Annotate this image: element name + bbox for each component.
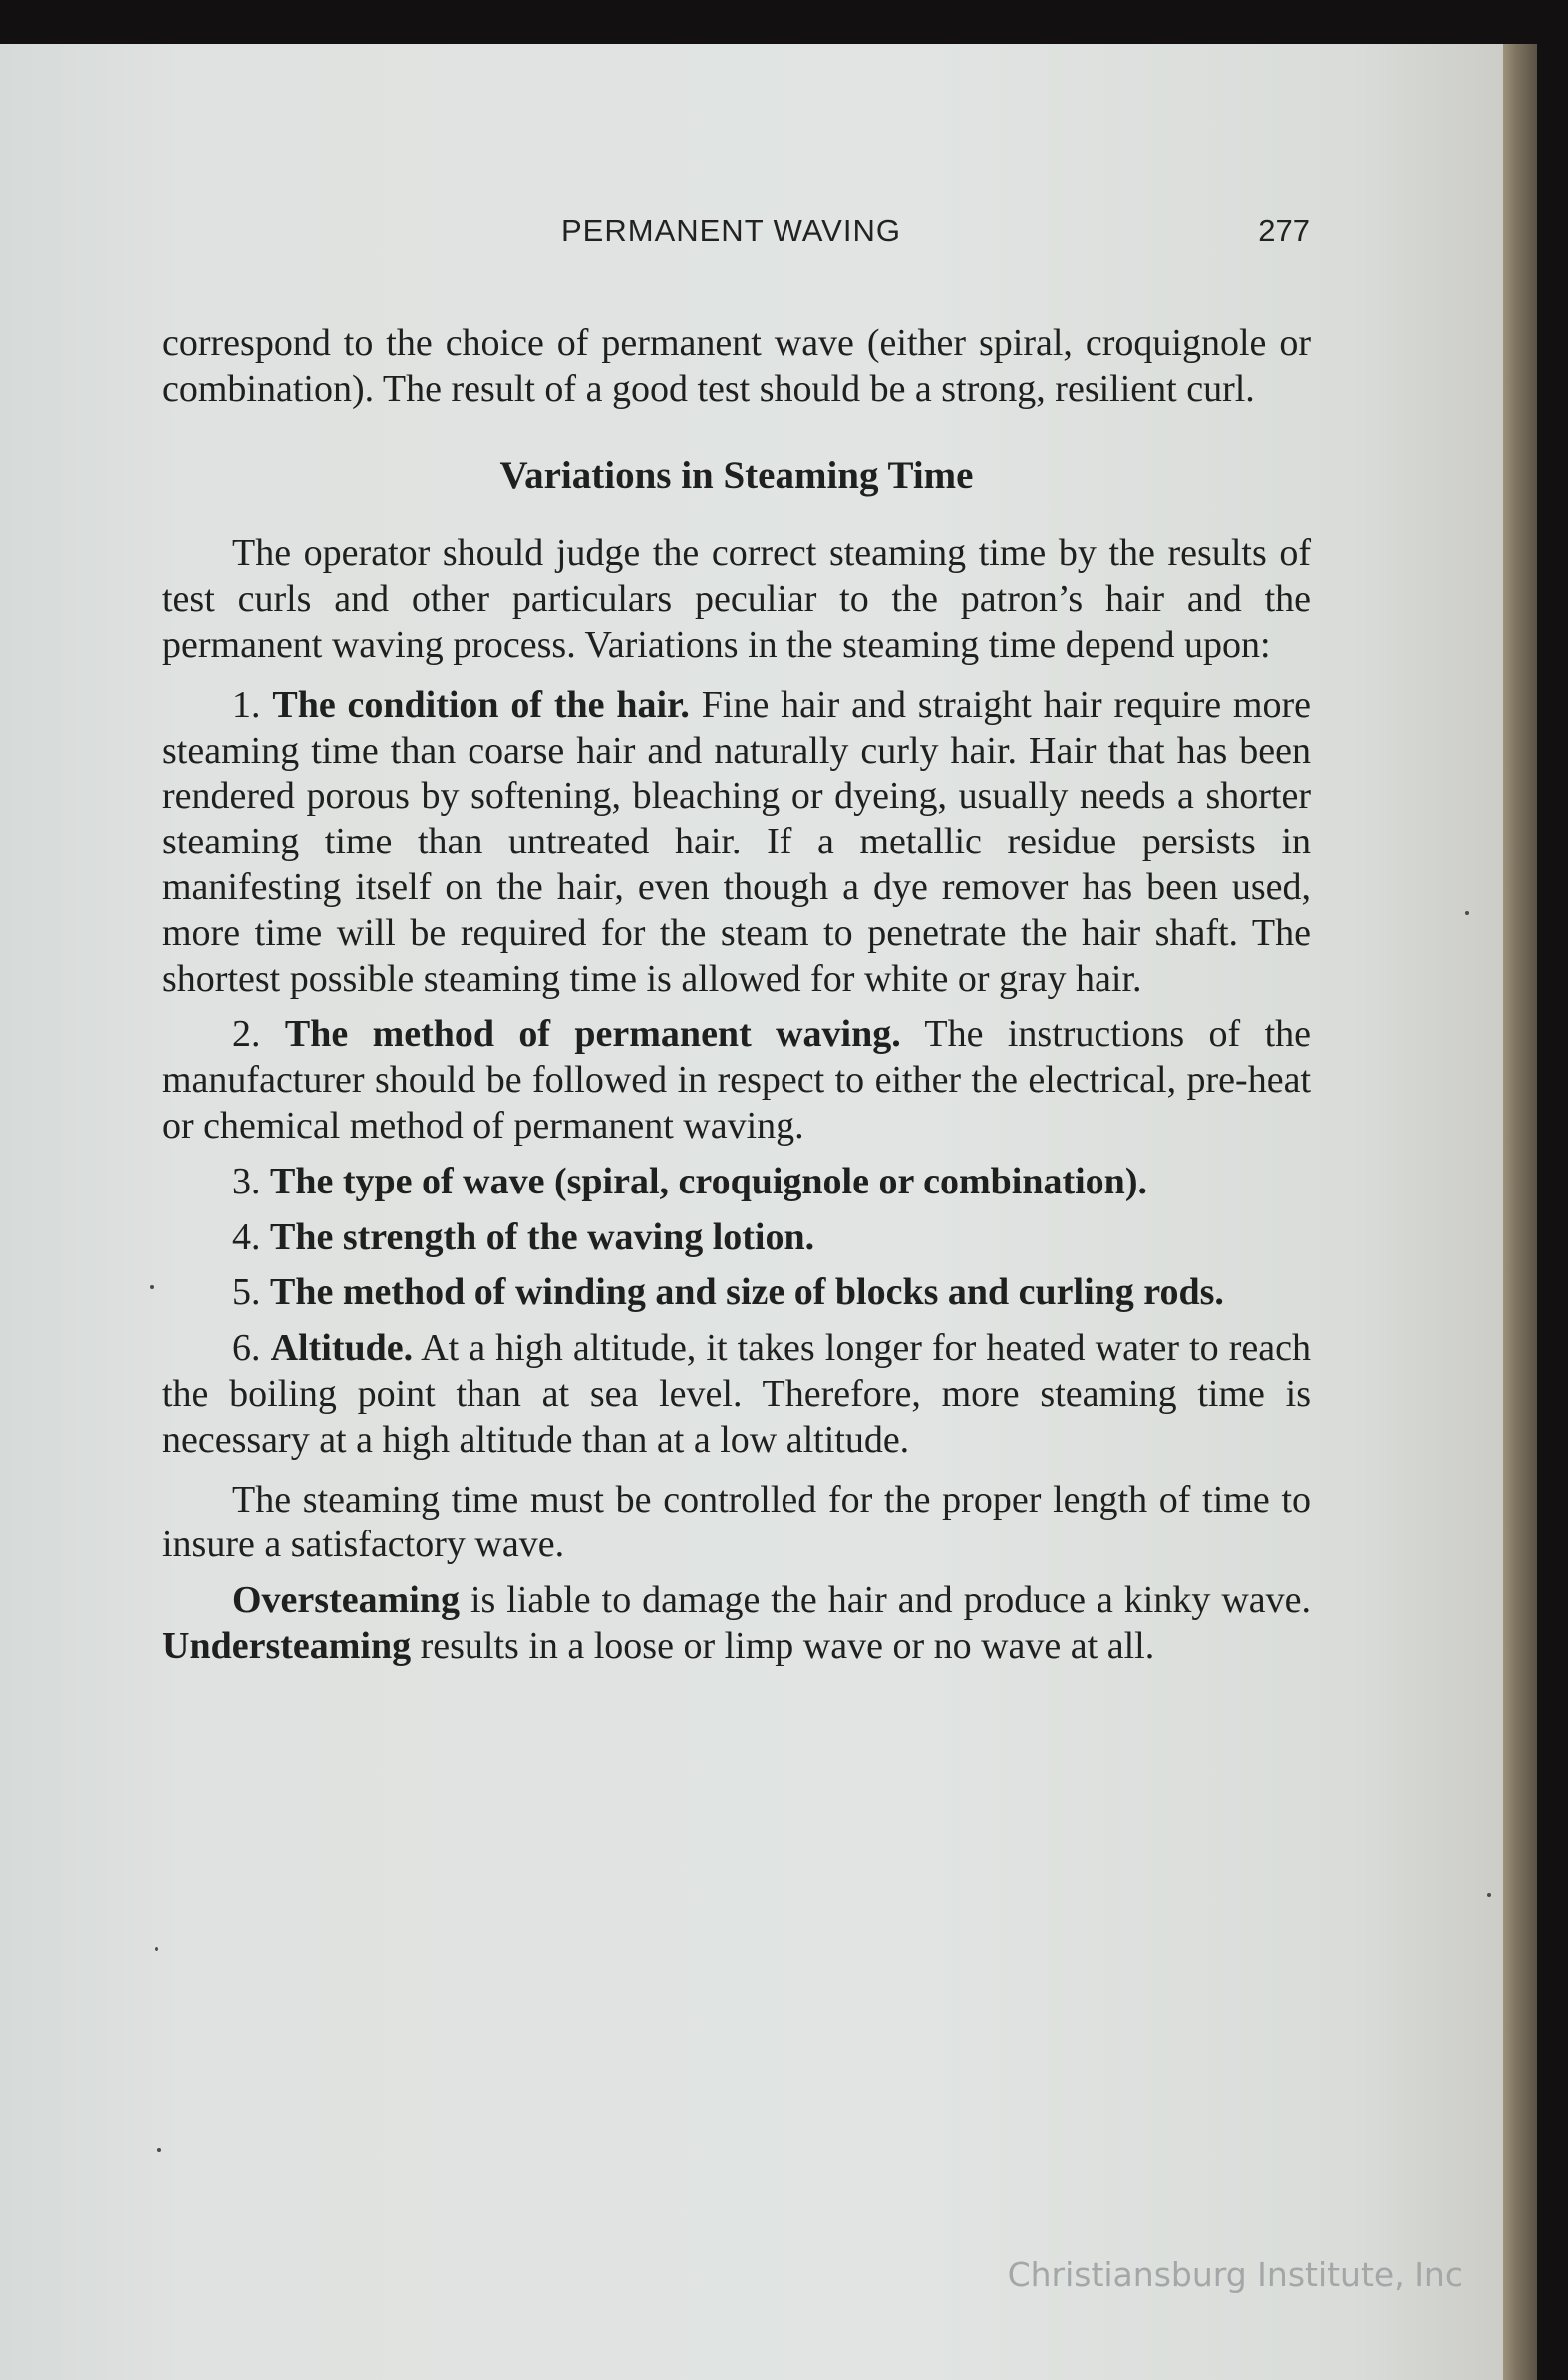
book-spine-edge xyxy=(1503,44,1537,2380)
item-title: The condition of the hair. xyxy=(272,683,690,726)
watermark: Christiansburg Institute, Inc xyxy=(1007,2255,1463,2294)
term-understeaming: Understeaming xyxy=(162,1624,412,1667)
section-heading: Variations in Steaming Time xyxy=(499,453,974,497)
item-title: The method of permanent waving. xyxy=(284,1013,901,1056)
item-title: The type of wave (spiral, croquignole or combination). xyxy=(270,1160,1147,1202)
book-page xyxy=(0,44,1537,2380)
list-item-4 xyxy=(162,1215,1311,1261)
intro-paragraph: correspond to the choice of permanent wave (either spiral, croquignole or combination). The result of a good test should be a strong, resilient curl. xyxy=(162,322,1311,410)
item-number: 1. xyxy=(232,683,261,726)
paper-speck xyxy=(155,1947,158,1951)
item-text: At a high altitude, it takes longer for heated water to reach the boiling point than at sea level. Therefore, more steaming time is necessary at a high altitude than at a low altitude. xyxy=(162,1327,1312,1461)
paper-speck xyxy=(150,1285,154,1289)
oversteaming-text: is liable to damage the hair and produce a kinky wave. xyxy=(470,1579,1312,1622)
item-text: Fine hair and straight hair require more steaming time than coarse hair and naturally curly hair. Hair that has been rendered porous by softening, bleaching or dyeing, usually needs a shorter steaming time than untreated hair. If a metallic residue persists in manifesting itself on the hair, even though a dye remover has been used, more time will be required for the steam to penetrate the hair shaft. The shortest possible steaming time is allowed for white or gray hair. xyxy=(162,683,1312,1000)
closing-paragraph: The steaming time must be controlled for the proper length of time to insure a satisfactory wave. xyxy=(162,1478,1311,1566)
item-title: The strength of the waving lotion. xyxy=(270,1215,815,1258)
term-oversteaming: Oversteaming xyxy=(232,1579,460,1622)
item-title: The method of winding and size of blocks and curling rods. xyxy=(270,1271,1224,1314)
item-number: 4. xyxy=(232,1215,261,1258)
item-number: 3. xyxy=(232,1160,261,1202)
understeaming-text: results in a loose or limp wave or no wave at all. xyxy=(420,1624,1155,1667)
list-item-5 xyxy=(162,1270,1311,1316)
list-item-6 xyxy=(162,1326,1311,1463)
item-number: 5. xyxy=(232,1271,261,1314)
page-number: 277 xyxy=(1258,213,1310,248)
lead-paragraph: The operator should judge the correct steaming time by the results of test curls and other particulars peculiar to the patron’s hair and the permanent waving process. Variations in the steaming time depend upon: xyxy=(162,532,1311,666)
item-number: 6. xyxy=(232,1327,261,1370)
list-item-3 xyxy=(162,1160,1311,1205)
header-title: PERMANENT WAVING xyxy=(561,213,901,248)
item-title: Altitude. xyxy=(270,1327,414,1370)
running-header xyxy=(398,213,1310,257)
final-paragraph xyxy=(162,1578,1311,1670)
body-content xyxy=(162,321,1311,1670)
list-item-1 xyxy=(162,683,1311,1003)
paper-speck xyxy=(1465,911,1469,915)
paper-speck xyxy=(1487,1893,1491,1897)
item-number: 2. xyxy=(232,1013,261,1056)
list-item-2 xyxy=(162,1012,1311,1149)
item-text: The instructions of the manufacturer should be followed in respect to either the electrical, pre-heat or chemical method of permanent waving. xyxy=(162,1013,1312,1147)
paper-speck xyxy=(157,2148,161,2152)
